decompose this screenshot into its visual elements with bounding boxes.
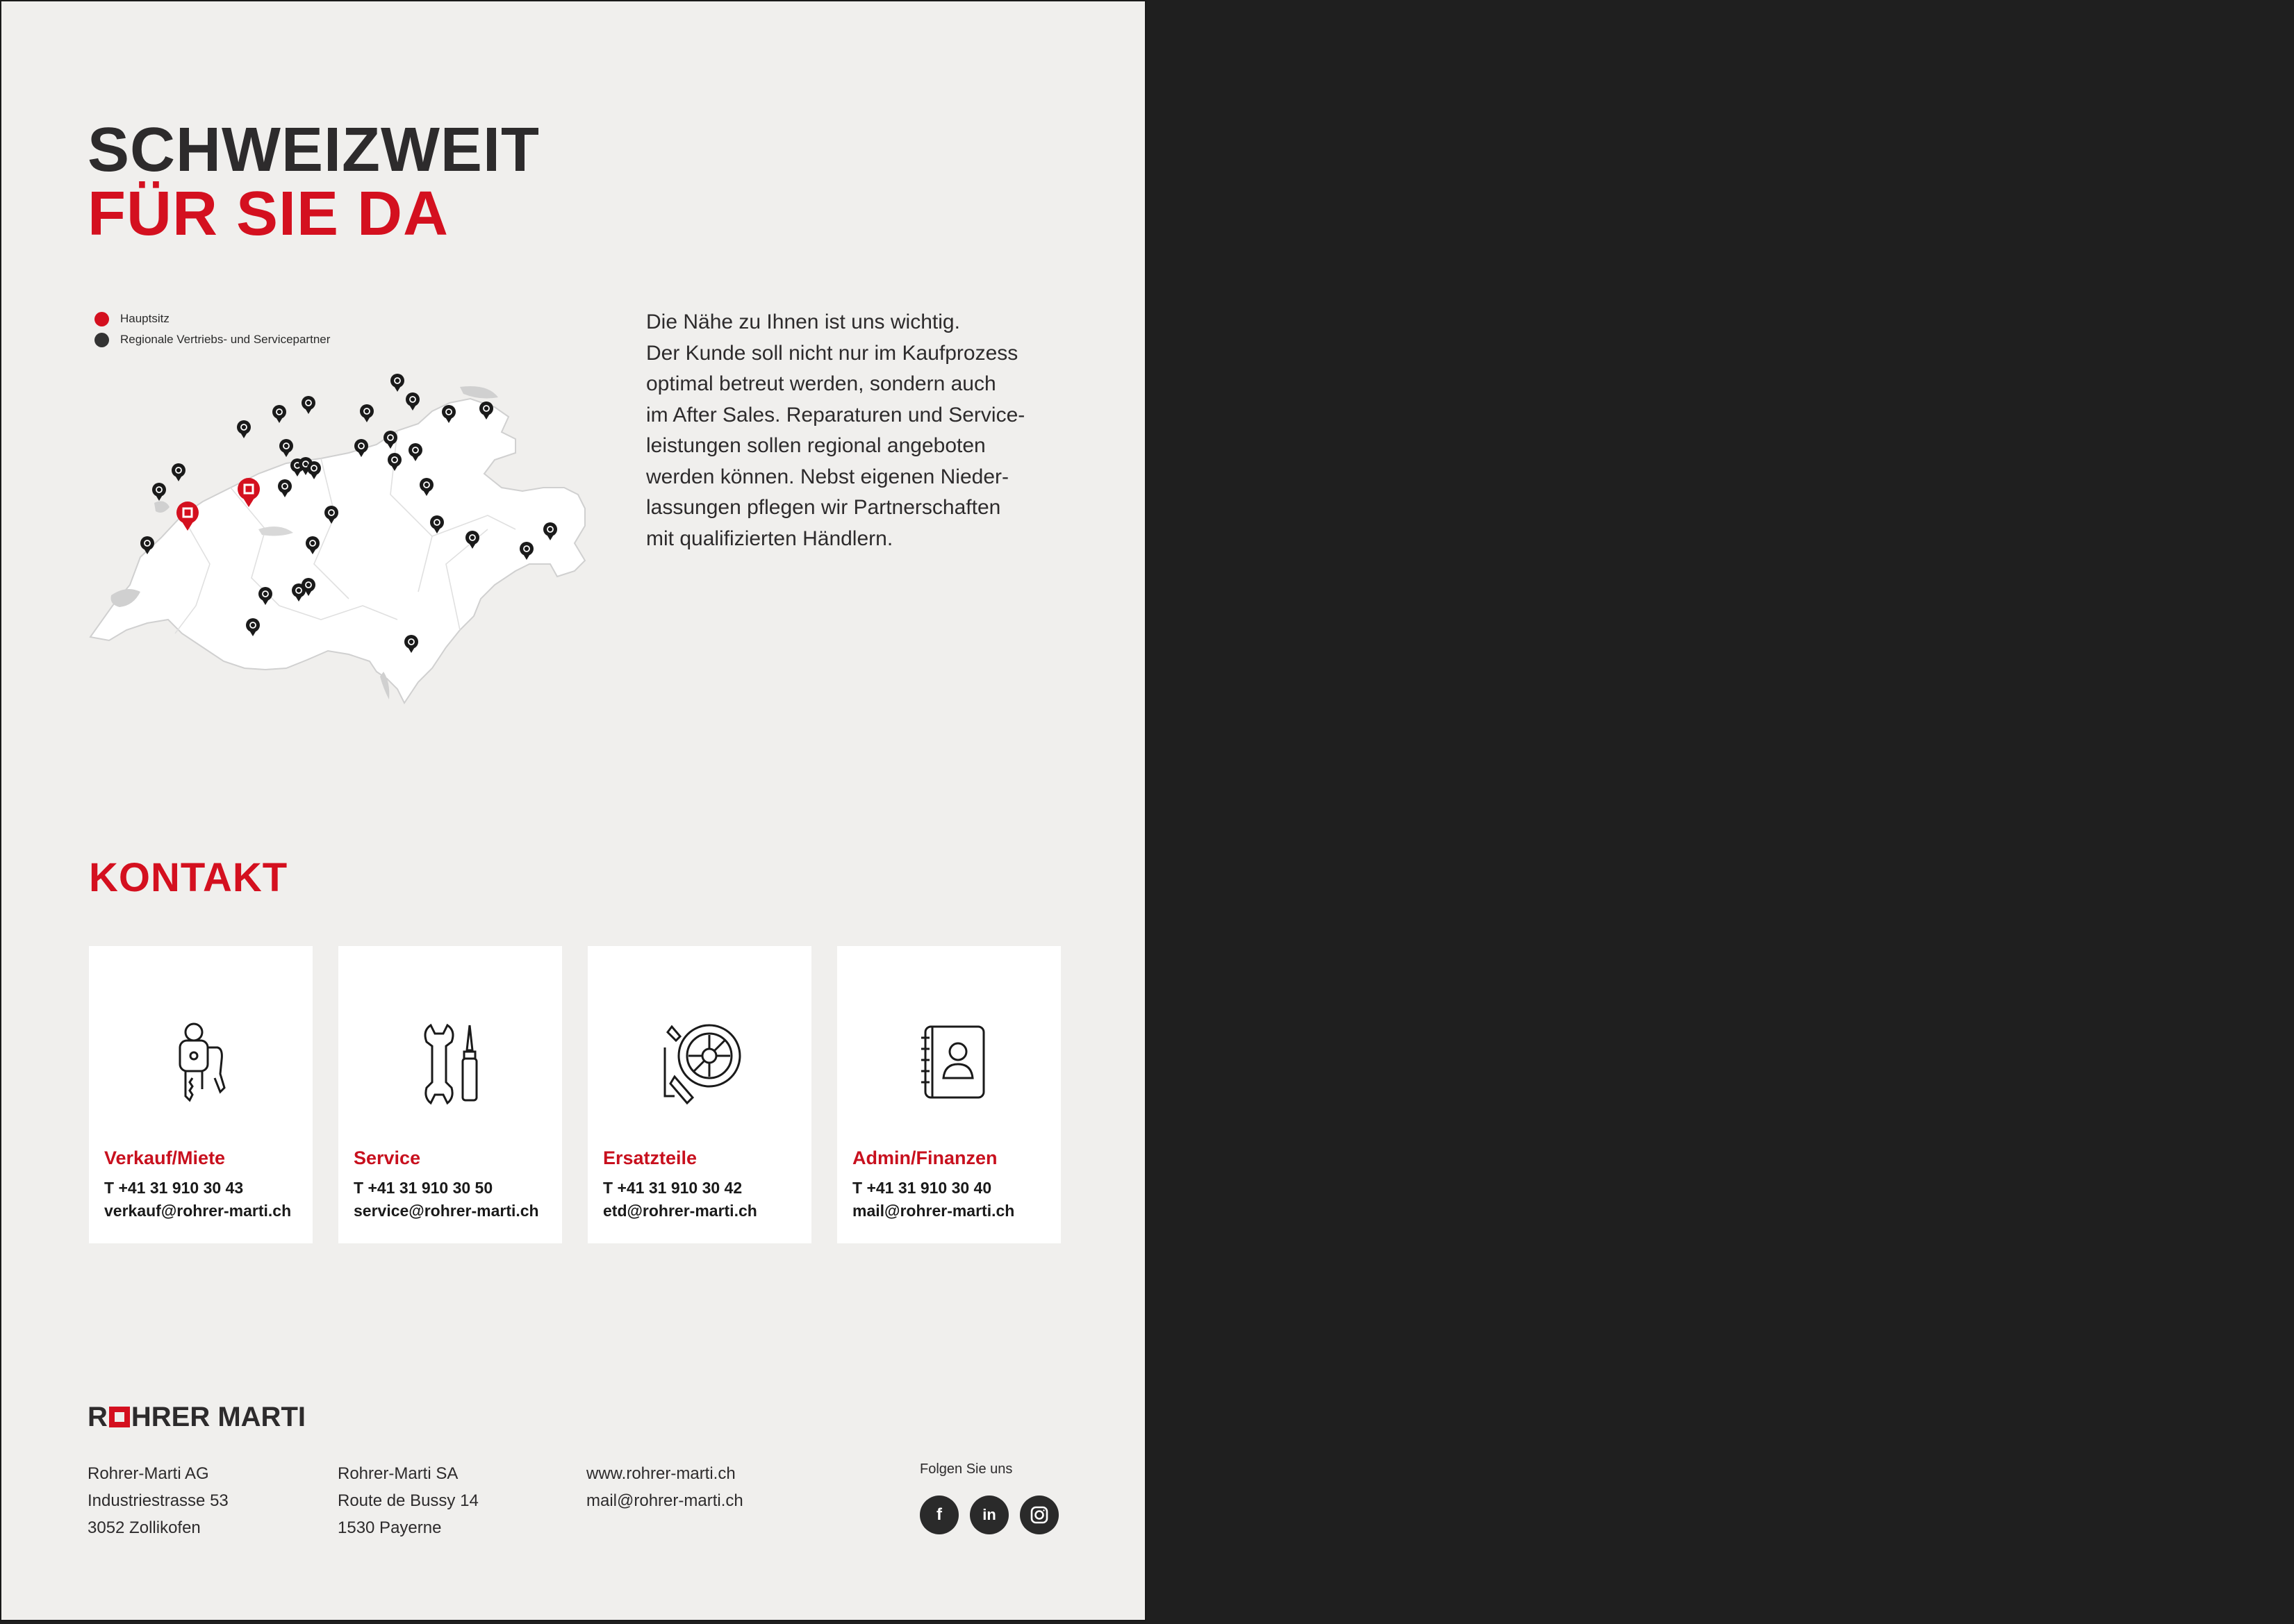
address-zollikofen: [88, 1460, 229, 1541]
red-dot-icon: [94, 312, 109, 326]
brochure-page: [0, 0, 1146, 1621]
contact-card-admin: [837, 946, 1061, 1243]
card-email[interactable]: verkauf@rohrer-marti.ch: [104, 1202, 292, 1220]
card-title: Admin/Finanzen: [852, 1147, 998, 1168]
contact-card-service: [338, 946, 562, 1243]
card-phone[interactable]: T +41 31 910 30 42: [603, 1179, 743, 1197]
title-line-2: FÜR SIE DA: [88, 179, 449, 249]
address-book-icon: [837, 1006, 1061, 1117]
contact-card-sales: [89, 946, 313, 1243]
intro-line: mit qualifizierten Händlern.: [646, 527, 893, 550]
card-phone[interactable]: T +41 31 910 30 40: [852, 1179, 992, 1197]
email-link[interactable]: mail@rohrer-marti.ch: [586, 1491, 743, 1510]
facebook-icon[interactable]: f: [920, 1495, 959, 1534]
kontakt-heading: KONTAKT: [89, 855, 288, 900]
intro-line: werden können. Nebst eigenen Nieder-: [646, 465, 1009, 488]
card-phone[interactable]: T +41 31 910 30 43: [104, 1179, 244, 1197]
social-links: [920, 1495, 1059, 1534]
card-title: Service: [354, 1147, 421, 1168]
tools-icon: [338, 1006, 562, 1117]
company-logo: [88, 1403, 306, 1431]
keys-icon: [89, 1006, 313, 1117]
address-line: 1530 Payerne: [338, 1518, 442, 1537]
linkedin-icon[interactable]: in: [970, 1495, 1009, 1534]
card-phone[interactable]: T +41 31 910 30 50: [354, 1179, 493, 1197]
web-contact: [586, 1460, 743, 1514]
switzerland-map: [71, 356, 599, 717]
contact-card-parts: [588, 946, 811, 1243]
logo-text-right: HRER MARTI: [131, 1401, 306, 1432]
legend-item-headquarters: [94, 308, 330, 329]
address-line: Rohrer-Marti SA: [338, 1464, 459, 1483]
card-email[interactable]: etd@rohrer-marti.ch: [603, 1202, 757, 1220]
dark-dot-icon: [94, 333, 109, 347]
card-email[interactable]: mail@rohrer-marti.ch: [852, 1202, 1015, 1220]
map-legend: [94, 308, 330, 350]
logo-mark-icon: [109, 1407, 130, 1427]
instagram-icon[interactable]: [1020, 1495, 1059, 1534]
address-line: Industriestrasse 53: [88, 1491, 229, 1510]
intro-line: im After Sales. Reparaturen und Service-: [646, 403, 1025, 426]
intro-line: optimal betreut werden, sondern auch: [646, 372, 996, 395]
website-link[interactable]: www.rohrer-marti.ch: [586, 1464, 736, 1483]
logo-text-left: R: [88, 1401, 108, 1432]
address-payerne: [338, 1460, 479, 1541]
card-email[interactable]: service@rohrer-marti.ch: [354, 1202, 539, 1220]
address-line: Route de Bussy 14: [338, 1491, 479, 1510]
follow-label: Folgen Sie uns: [920, 1461, 1013, 1477]
wheel-parts-icon: [588, 1006, 811, 1117]
legend-label: Hauptsitz: [120, 312, 170, 325]
country-outline: [90, 399, 585, 703]
address-line: 3052 Zollikofen: [88, 1518, 201, 1537]
address-line: Rohrer-Marti AG: [88, 1464, 209, 1483]
intro-line: leistungen sollen regional angeboten: [646, 434, 986, 457]
intro-line: Der Kunde soll nicht nur im Kaufprozess: [646, 341, 1018, 365]
card-title: Ersatzteile: [603, 1147, 698, 1168]
intro-text: [646, 307, 1091, 554]
legend-item-partners: [94, 329, 330, 350]
card-title: Verkauf/Miete: [104, 1147, 226, 1168]
legend-label: Regionale Vertriebs- und Servicepartner: [120, 333, 331, 346]
title-line-1: SCHWEIZWEIT: [88, 115, 540, 185]
empty-background: [1146, 0, 2294, 1624]
intro-line: Die Nähe zu Ihnen ist uns wichtig.: [646, 310, 960, 333]
intro-line: lassungen pflegen wir Partnerschaften: [646, 496, 1001, 519]
page-title: [88, 115, 540, 249]
